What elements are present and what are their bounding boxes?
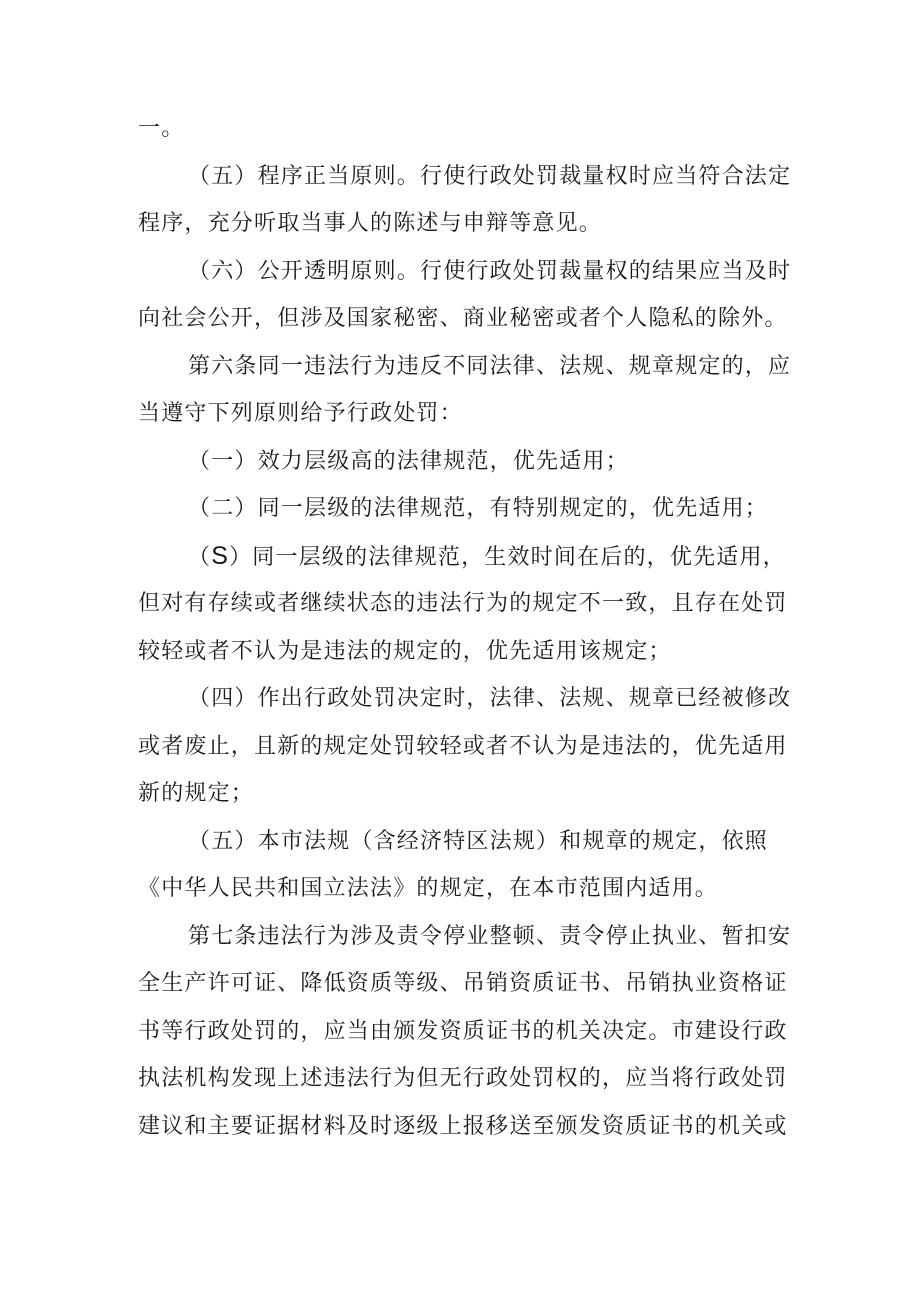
text-line: 全生产许可证、降低资质等级、吊销资质证书、吊销执业资格证 (138, 971, 788, 996)
text-line: 书等行政处罚的，应当由颁发资质证书的机关决定。市建设行政 (138, 1018, 788, 1044)
paragraph-item-3 (138, 533, 798, 676)
text-line: 向社会公开，但涉及国家秘密、商业秘密或者个人隐私的除外。 (138, 306, 788, 331)
paragraph-item-2 (138, 485, 798, 533)
text-line: 程序，充分听取当事人的陈述与申辩等意见。 (138, 211, 603, 236)
text-line (138, 533, 798, 581)
text-line: （五）程序正当原则。行使行政处罚裁量权时应当符合法定 (188, 163, 792, 189)
text-line: （六）公开透明原则。行使行政处罚裁量权的结果应当及时 (188, 258, 792, 284)
paragraph-item-5 (138, 818, 798, 913)
paragraph-transparency (138, 248, 798, 343)
paragraph-item-1 (138, 438, 798, 486)
paragraph-continuation (138, 105, 798, 153)
text-line: 较轻或者不认为是违法的规定的，优先适用该规定； (138, 638, 672, 664)
text-line: （五）本市法规（含经济特区法规）和规章的规定，依照 (188, 828, 769, 854)
text-line: 建议和主要证据材料及时逐级上报移送至颁发资质证书的机关或 (138, 1113, 788, 1139)
text-line: 新的规定； (138, 781, 255, 806)
item-text: 同一层级的法律规范，生效时间在后的，优先适用， (252, 544, 786, 570)
text-line: 当遵守下列原则给予行政处罚： (138, 401, 463, 426)
text-line: （一）效力层级高的法律规范，优先适用； (188, 448, 629, 474)
text-line: 一。 (138, 116, 185, 141)
text-line: 或者废止，且新的规定处罚较轻或者不认为是违法的，优先适用 (138, 733, 788, 759)
text-line: 第七条违法行为涉及责令停业整顿、责令停止执业、暂扣安 (188, 923, 792, 949)
item-prefix-letter: S (211, 541, 230, 570)
text-line: 第六条同一违法行为违反不同法律、法规、规章规定的，应 (188, 353, 792, 379)
text-line: 但对有存续或者继续状态的违法行为的规定不一致，且存在处罚 (138, 591, 788, 616)
text-line: 执法机构发现上述违法行为但无行政处罚权的，应当将行政处罚 (138, 1066, 788, 1091)
text-line: （二）同一层级的法律规范，有特别规定的，优先适用； (188, 496, 769, 521)
paragraph-procedural-legitimacy (138, 153, 798, 248)
paragraph-article-6 (138, 343, 798, 438)
paragraph-item-4 (138, 675, 798, 818)
text-line: （四）作出行政处罚决定时，法律、法规、规章已经被修改 (188, 686, 792, 711)
item-prefix-open: （ (188, 544, 212, 570)
document-body (138, 105, 798, 1150)
paragraph-article-7 (138, 913, 798, 1151)
text-line: 《中华人民共和国立法法》的规定，在本市范围内适用。 (138, 876, 719, 901)
item-prefix-close: ） (229, 544, 253, 570)
